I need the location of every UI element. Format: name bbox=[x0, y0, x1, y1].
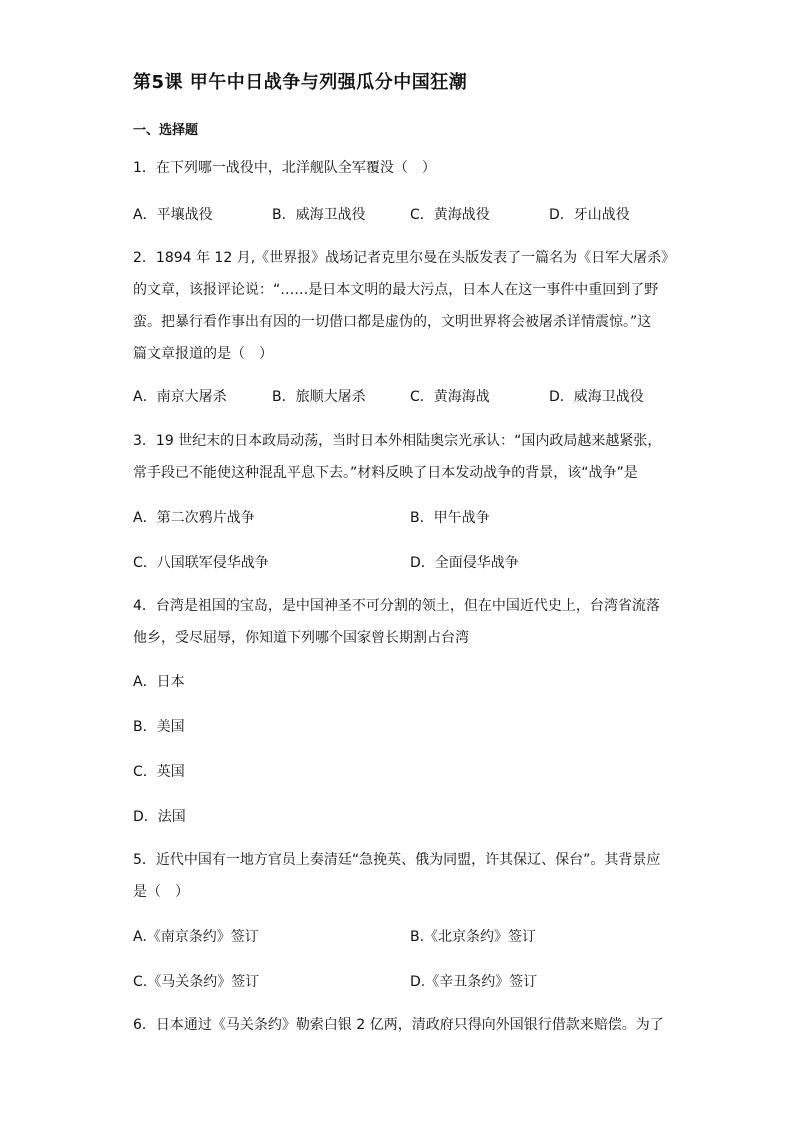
question-line: 是（ ） bbox=[133, 884, 189, 900]
option-1a: A．平壤战役 bbox=[133, 207, 213, 223]
option-4c: C．英国 bbox=[133, 764, 185, 780]
question-3 bbox=[133, 425, 673, 489]
section-heading: 一、选择题 bbox=[133, 123, 199, 138]
option-4a: A．日本 bbox=[133, 674, 185, 690]
question-line: 1．在下列哪一战役中，北洋舰队全军覆没（ ） bbox=[133, 160, 436, 176]
lesson-title: 第5课 甲午中日战争与列强瓜分中国狂潮 bbox=[133, 72, 468, 93]
option-3c: C．八国联军侵华战争 bbox=[133, 555, 269, 571]
question-line: 3．19 世纪末的日本政局动荡，当时日本外相陆奥宗光承认：“国内政局越来越紧张， bbox=[133, 433, 662, 449]
question-6 bbox=[133, 1009, 673, 1041]
question-line: 的文章，该报评论说：“……是日本文明的最大污点，日本人在这一事件中重回到了野 bbox=[133, 282, 659, 298]
question-line: 5．近代中国有一地方官员上奏清廷“急挽英、俄为同盟，许其保辽、保台”。其背景应 bbox=[133, 852, 661, 868]
question-1 bbox=[133, 152, 673, 184]
option-4d: D．法国 bbox=[133, 809, 186, 825]
option-5b: B.《北京条约》签订 bbox=[410, 929, 537, 945]
option-5c: C.《马关条约》签订 bbox=[133, 974, 260, 990]
option-1d: D．牙山战役 bbox=[549, 207, 630, 223]
question-line: 蛮。把暴行看作事出有因的一切借口都是虚伪的，文明世界将会被屠杀详情震惊。”这 bbox=[133, 314, 652, 330]
question-line: 篇文章报道的是（ ） bbox=[133, 346, 273, 362]
question-4 bbox=[133, 590, 673, 654]
option-3d: D．全面侵华战争 bbox=[410, 555, 519, 571]
option-2c: C．黄海海战 bbox=[410, 389, 490, 405]
option-2a: A．南京大屠杀 bbox=[133, 389, 227, 405]
option-2d: D．威海卫战役 bbox=[549, 389, 644, 405]
question-line: 6．日本通过《马关条约》勒索白银 2 亿两，清政府只得向外国银行借款来赔偿。为了 bbox=[133, 1017, 664, 1033]
option-5d: D.《辛丑条约》签订 bbox=[410, 974, 538, 990]
question-2 bbox=[133, 242, 676, 370]
option-2b: B．旅顺大屠杀 bbox=[272, 389, 366, 405]
option-5a: A.《南京条约》签订 bbox=[133, 929, 259, 945]
question-5 bbox=[133, 844, 673, 908]
option-3b: B．甲午战争 bbox=[410, 510, 490, 526]
question-line: 他乡，受尽屈辱，你知道下列哪个国家曾长期割占台湾 bbox=[133, 630, 469, 646]
option-1c: C．黄海战役 bbox=[410, 207, 490, 223]
option-1b: B．威海卫战役 bbox=[272, 207, 366, 223]
question-line: 4．台湾是祖国的宝岛，是中国神圣不可分割的领土，但在中国近代史上，台湾省流落 bbox=[133, 598, 660, 614]
question-line: 2．1894 年 12 月,《世界报》战场记者克里尔曼在头版发表了一篇名为《日军大屠杀》 bbox=[133, 250, 676, 266]
question-line: 常手段已不能使这种混乱平息下去。”材料反映了日本发动战争的背景，该“战争”是 bbox=[133, 465, 638, 481]
option-3a: A．第二次鸦片战争 bbox=[133, 510, 255, 526]
option-4b: B．美国 bbox=[133, 719, 185, 735]
